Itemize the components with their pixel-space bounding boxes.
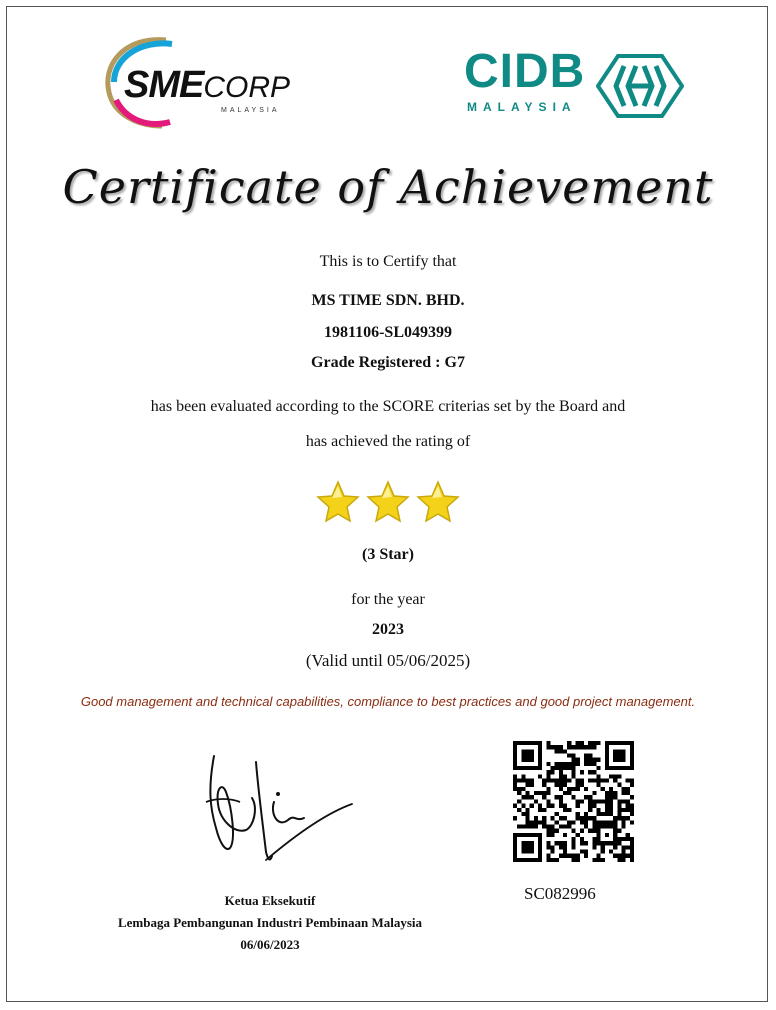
signatory-organisation: Lembaga Pembangunan Industri Pembinaan Malaysia: [117, 915, 423, 930]
cidb-emblem-icon: [596, 54, 684, 118]
company-name: MS TIME SDN. BHD.: [311, 292, 465, 309]
signatory-block: [60, 890, 480, 956]
logo-header: [0, 0, 776, 140]
certificate-title: Certificate of Achievement: [62, 160, 714, 214]
cidb-subtitle: MALAYSIA: [467, 100, 577, 114]
signatory-title: Ketua Eksekutif: [224, 893, 316, 908]
smecorp-wordmark: [124, 64, 290, 107]
registration-number: 1981106-SL049399: [323, 324, 452, 341]
certify-intro: This is to Certify that: [319, 253, 457, 270]
smecorp-subtitle: MALAYSIA: [221, 107, 280, 114]
star-rating: [0, 480, 776, 529]
signature-date: 06/06/2023: [240, 937, 300, 952]
evaluation-text: has been evaluated according to the SCORE criterias set by the Board and: [150, 398, 626, 415]
smecorp-logo: [96, 34, 306, 130]
cidb-logo: [464, 45, 686, 120]
validity-text: (Valid until 05/06/2025): [305, 651, 471, 670]
remark-text: Good management and technical capabilities, compliance to best practices and good project management.: [80, 694, 696, 709]
certificate-serial: SC082996: [524, 884, 596, 903]
smecorp-sme: SME: [124, 64, 204, 106]
grade-registered: Grade Registered : G7: [311, 354, 465, 371]
star-icon: [366, 480, 410, 524]
star-icon: [316, 480, 360, 524]
certificate-year: 2023: [372, 621, 404, 638]
qr-code-icon: [513, 741, 634, 862]
year-label: for the year: [351, 591, 425, 608]
achieved-text: has achieved the rating of: [305, 433, 471, 450]
smecorp-corp: CORP: [203, 71, 291, 104]
star-icon: [416, 480, 460, 524]
signature-image: [196, 748, 356, 878]
rating-label: (3 Star): [362, 546, 414, 563]
cidb-wordmark: CIDB: [464, 45, 586, 98]
